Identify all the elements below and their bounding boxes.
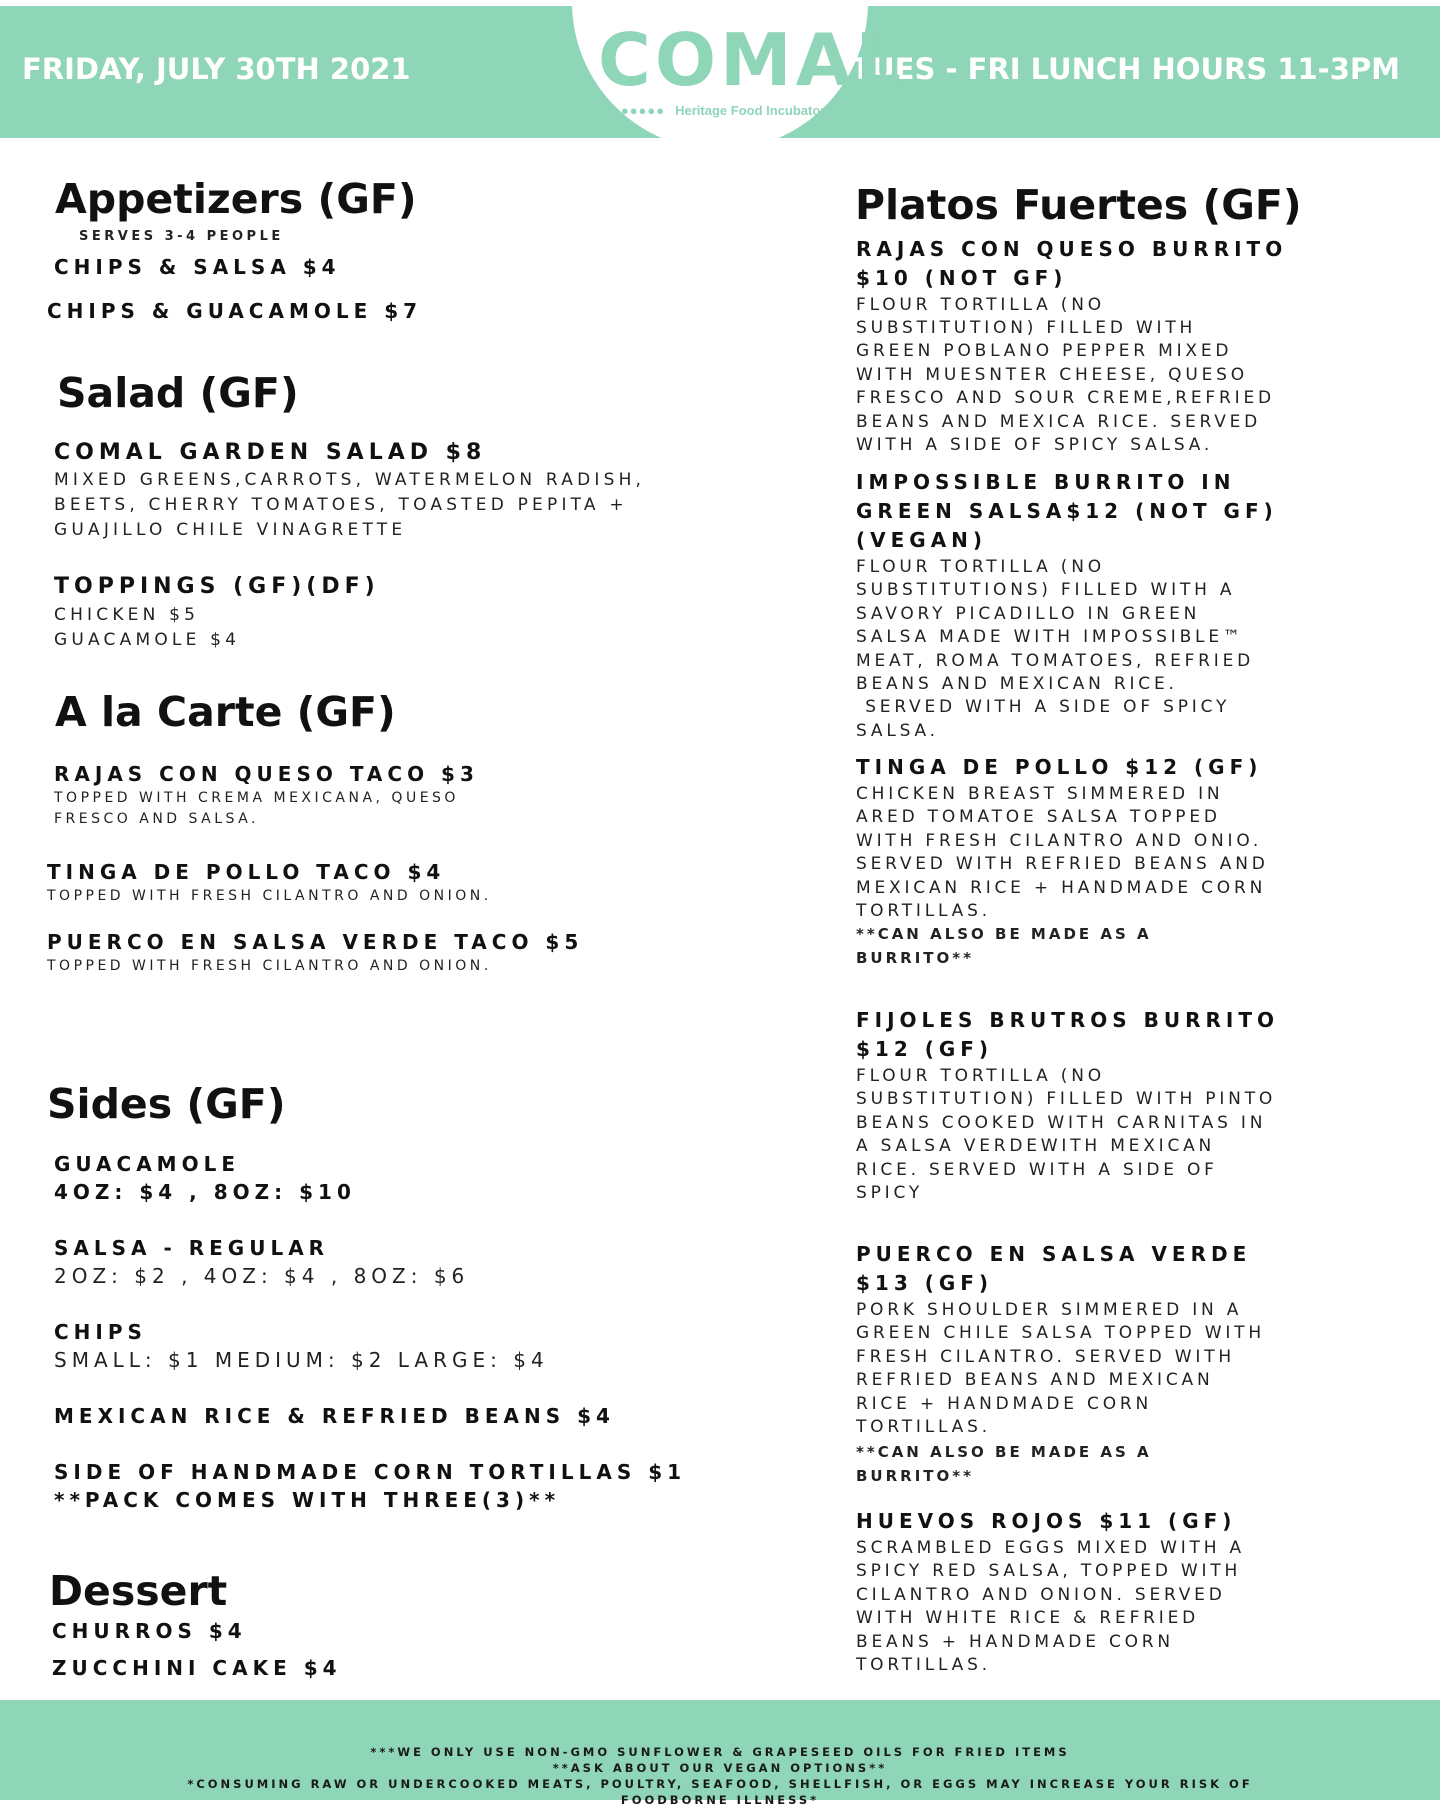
menu-item-note: BURRITO**	[856, 949, 974, 967]
toppings-title: TOPPINGS (GF)(DF)	[54, 574, 380, 599]
menu-item-desc: SPICY	[856, 1183, 924, 1203]
menu-item: CHIPS & SALSA $4	[54, 255, 341, 279]
menu-item-desc: FRESH CILANTRO. SERVED WITH	[856, 1347, 1235, 1367]
menu-item-detail: 2OZ: $2 , 4OZ: $4 , 8OZ: $6	[54, 1264, 470, 1288]
logo-subtitle-text: Heritage Food Incubator	[675, 103, 826, 118]
menu-item-desc: MEAT, ROMA TOMATOES, REFRIED	[856, 651, 1255, 671]
menu-item-desc: REFRIED BEANS AND MEXICAN	[856, 1370, 1214, 1390]
menu-item: TINGA DE POLLO $12 (GF)	[856, 755, 1263, 779]
menu-item: HUEVOS ROJOS $11 (GF)	[856, 1509, 1237, 1533]
menu-item-desc: GREEN POBLANO PEPPER MIXED	[856, 341, 1233, 361]
footer-note: **ASK ABOUT OUR VEGAN OPTIONS**	[552, 1761, 888, 1775]
menu-item-desc: BEANS COOKED WITH CARNITAS IN	[856, 1113, 1267, 1133]
menu-item: CHIPS	[54, 1320, 147, 1344]
menu-item-desc: SUBSTITUTION) FILLED WITH	[856, 318, 1197, 338]
menu-item-desc: WITH WHITE RICE & REFRIED	[856, 1608, 1200, 1628]
menu-item-desc: SERVED WITH A SIDE OF SPICY	[856, 697, 1231, 717]
section-title-platos-fuertes: Platos Fuertes (GF)	[855, 181, 1302, 229]
menu-item-desc: RICE + HANDMADE CORN	[856, 1394, 1153, 1414]
menu-item-desc: MEXICAN RICE + HANDMADE CORN	[856, 878, 1267, 898]
footer-banner	[0, 1700, 1440, 1807]
menu-item: PUERCO EN SALSA VERDE TACO $5	[47, 930, 584, 954]
section-title-salad: Salad (GF)	[57, 369, 299, 417]
menu-item-desc: FLOUR TORTILLA (NO	[856, 557, 1105, 577]
menu-item-desc: RICE. SERVED WITH A SIDE OF	[856, 1160, 1218, 1180]
menu-item-desc: WITH MUESNTER CHEESE, QUESO	[856, 365, 1248, 385]
topping-item: CHICKEN $5	[54, 605, 200, 625]
menu-item-desc: TOPPED WITH CREMA MEXICANA, QUESO	[54, 790, 459, 806]
footer-note: ***WE ONLY USE NON-GMO SUNFLOWER & GRAPESEED OILS FOR FRIED ITEMS	[370, 1745, 1070, 1759]
menu-item-desc: SPICY RED SALSA, TOPPED WITH	[856, 1561, 1242, 1581]
menu-item-desc: BEANS AND MEXICA RICE. SERVED	[856, 412, 1262, 432]
menu-item: IMPOSSIBLE BURRITO IN	[856, 470, 1236, 494]
menu-item: MEXICAN RICE & REFRIED BEANS $4	[54, 1404, 615, 1428]
menu-item-desc: SCRAMBLED EGGS MIXED WITH A	[856, 1538, 1245, 1558]
menu-item-desc: TORTILLAS.	[856, 1417, 991, 1437]
section-title-dessert: Dessert	[49, 1567, 228, 1615]
menu-item: $10 (NOT GF)	[856, 266, 1068, 290]
lunch-hours: TUES - FRI LUNCH HOURS 11-3PM	[851, 52, 1400, 86]
menu-item: (VEGAN)	[856, 528, 988, 552]
section-title-sides: Sides (GF)	[47, 1080, 286, 1128]
menu-item: SIDE OF HANDMADE CORN TORTILLAS $1	[54, 1460, 687, 1484]
menu-item: $12 (GF)	[856, 1037, 994, 1061]
logo-subtitle	[612, 103, 862, 118]
menu-item: ZUCCHINI CAKE $4	[52, 1656, 342, 1680]
appetizers-serves: SERVES 3-4 PEOPLE	[79, 229, 284, 244]
menu-item-desc: SALSA MADE WITH IMPOSSIBLE™	[856, 627, 1244, 647]
menu-item: GREEN SALSA$12 (NOT GF)	[856, 499, 1278, 523]
menu-item-note: **CAN ALSO BE MADE AS A	[856, 1443, 1152, 1461]
menu-item-note: BURRITO**	[856, 1467, 974, 1485]
menu-item-desc: CILANTRO AND ONION. SERVED	[856, 1585, 1226, 1605]
menu-item-desc: FRESCO AND SOUR CREME,REFRIED	[856, 388, 1275, 408]
menu-item-desc: WITH A SIDE OF SPICY SALSA.	[856, 435, 1214, 455]
topping-item: GUACAMOLE $4	[54, 630, 241, 650]
footer-note: FOODBORNE ILLNESS*	[620, 1793, 820, 1807]
menu-date: FRIDAY, JULY 30TH 2021	[22, 52, 411, 86]
menu-item: RAJAS CON QUESO TACO $3	[54, 762, 479, 786]
menu-item-desc: TOPPED WITH FRESH CILANTRO AND ONION.	[47, 888, 492, 904]
menu-item-desc: TORTILLAS.	[856, 901, 991, 921]
menu-item-note: **CAN ALSO BE MADE AS A	[856, 925, 1152, 943]
logo-dots: ●●●●●●	[612, 103, 666, 118]
menu-item-desc: BEETS, CHERRY TOMATOES, TOASTED PEPITA +	[54, 495, 628, 515]
menu-item-desc: A SALSA VERDEWITH MEXICAN	[856, 1136, 1216, 1156]
menu-item: GUACAMOLE	[54, 1152, 240, 1176]
menu-item-desc: SALSA.	[856, 721, 939, 741]
menu-item: COMAL GARDEN SALAD $8	[54, 440, 487, 465]
menu-item: RAJAS CON QUESO BURRITO	[856, 237, 1288, 261]
menu-item-detail: **PACK COMES WITH THREE(3)**	[54, 1488, 561, 1512]
menu-item-desc: BEANS AND MEXICAN RICE.	[856, 674, 1178, 694]
menu-item: $13 (GF)	[856, 1271, 994, 1295]
menu-item-desc: WITH FRESH CILANTRO AND ONIO.	[856, 831, 1263, 851]
menu-item: TINGA DE POLLO TACO $4	[47, 860, 446, 884]
footer-note: *CONSUMING RAW OR UNDERCOOKED MEATS, POULTRY, SEAFOOD, SHELLFISH, OR EGGS MAY INCREASE YOUR RISK OF	[187, 1777, 1253, 1791]
section-title-appetizers: Appetizers (GF)	[55, 175, 417, 223]
menu-item-desc: ARED TOMATOE SALSA TOPPED	[856, 807, 1221, 827]
menu-item: PUERCO EN SALSA VERDE	[856, 1242, 1252, 1266]
menu-item-desc: FLOUR TORTILLA (NO	[856, 295, 1105, 315]
menu-item-desc: SUBSTITUTIONS) FILLED WITH A	[856, 580, 1236, 600]
menu-item-desc: GREEN CHILE SALSA TOPPED WITH	[856, 1323, 1265, 1343]
menu-item-desc: GUAJILLO CHILE VINAGRETTE	[54, 520, 407, 540]
menu-item-desc: SUBSTITUTION) FILLED WITH PINTO	[856, 1089, 1277, 1109]
menu-item-desc: FLOUR TORTILLA (NO	[856, 1066, 1105, 1086]
menu-item: CHURROS $4	[52, 1619, 247, 1643]
menu-item-desc: FRESCO AND SALSA.	[54, 811, 259, 827]
menu-item-desc: TORTILLAS.	[856, 1655, 991, 1675]
menu-item-detail: SMALL: $1 MEDIUM: $2 LARGE: $4	[54, 1348, 549, 1372]
menu-item: FIJOLES BRUTROS BURRITO	[856, 1008, 1279, 1032]
menu-item-desc: CHICKEN BREAST SIMMERED IN	[856, 784, 1224, 804]
menu-item-desc: PORK SHOULDER SIMMERED IN A	[856, 1300, 1243, 1320]
menu-item-desc: SERVED WITH REFRIED BEANS AND	[856, 854, 1269, 874]
menu-item: CHIPS & GUACAMOLE $7	[47, 299, 423, 323]
section-title-a-la-carte: A la Carte (GF)	[55, 688, 396, 736]
menu-item: SALSA - REGULAR	[54, 1236, 330, 1260]
menu-item-desc: SAVORY PICADILLO IN GREEN	[856, 604, 1201, 624]
menu-item-desc: BEANS + HANDMADE CORN	[856, 1632, 1174, 1652]
menu-item-desc: TOPPED WITH FRESH CILANTRO AND ONION.	[47, 958, 492, 974]
menu-item-desc: MIXED GREENS,CARROTS, WATERMELON RADISH,	[54, 470, 646, 490]
logo: COMAL	[598, 18, 906, 102]
menu-item-detail: 4OZ: $4 , 8OZ: $10	[54, 1180, 356, 1204]
